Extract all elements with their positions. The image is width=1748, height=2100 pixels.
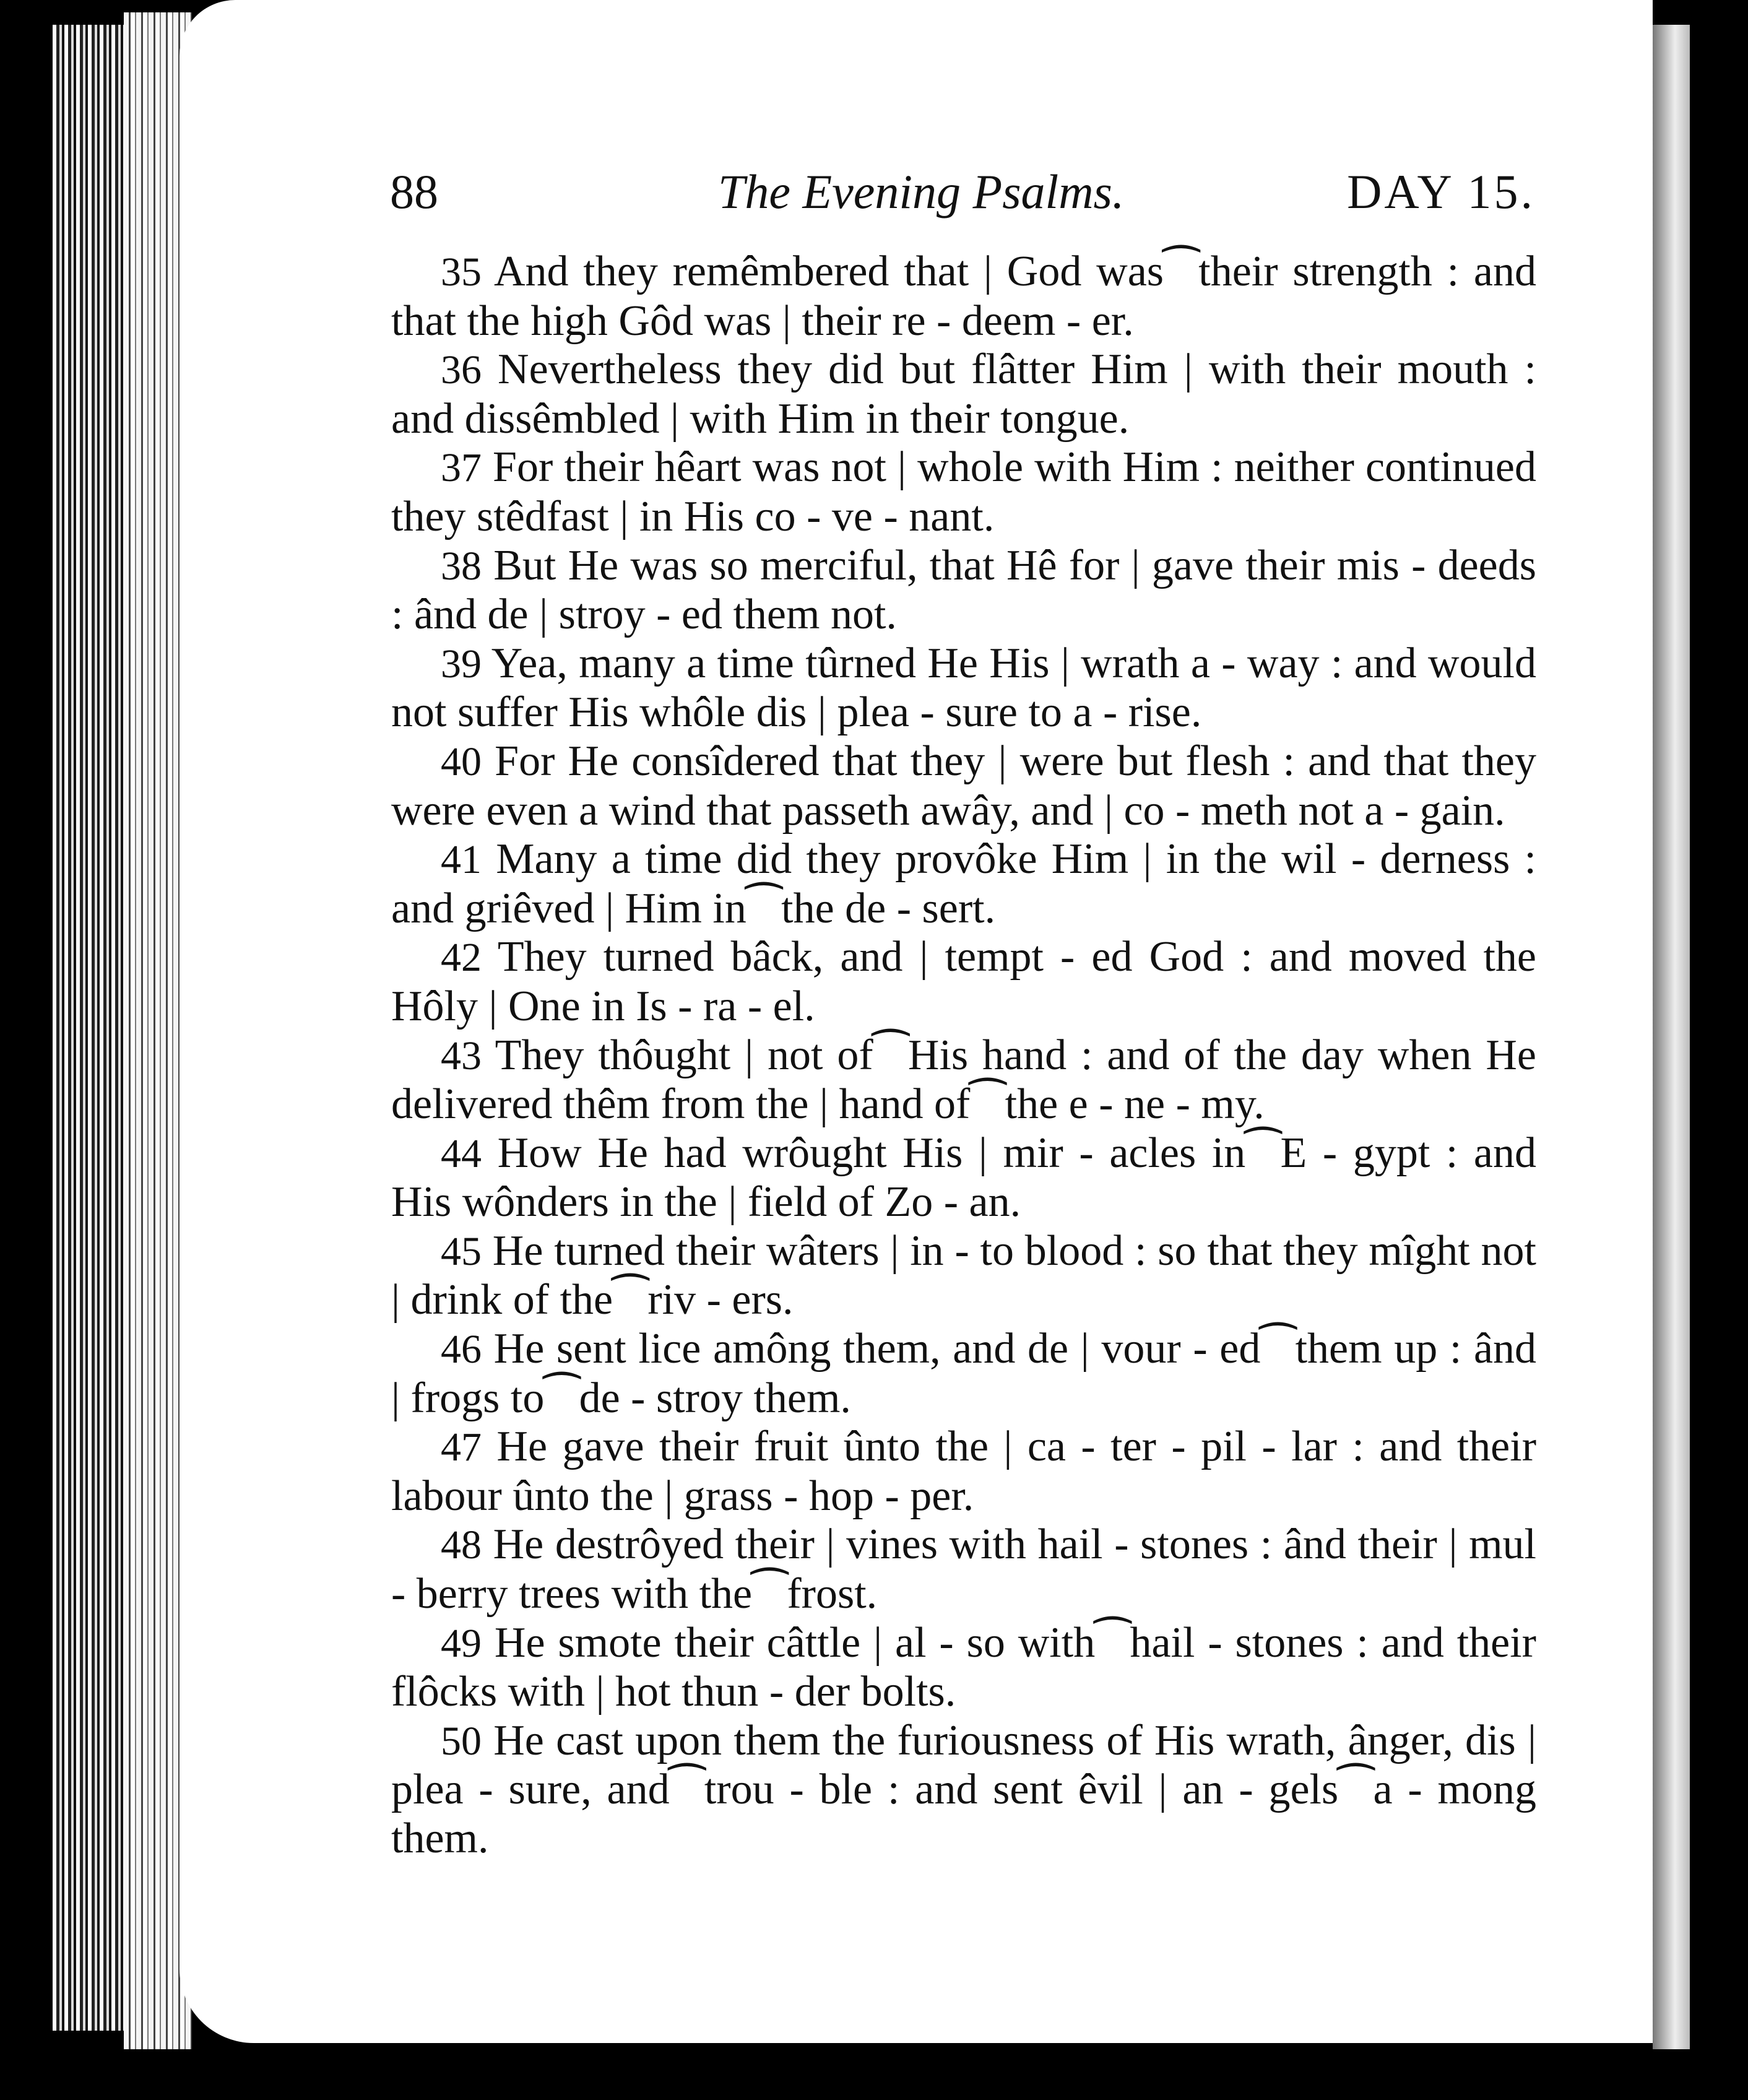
verse — [391, 1619, 1536, 1717]
verse-number: 50 — [441, 1718, 482, 1764]
verse-text: But He was so merciful, that Hê for | gave their mis - deeds : ând de | stroy - ed them not. — [391, 541, 1536, 639]
page-gutter-shadow — [1653, 25, 1690, 2049]
verse-text: They turned bâck, and | tempt - ed God : and moved the Hôly | One in Is - ra - el. — [391, 933, 1536, 1030]
verse — [391, 1129, 1536, 1227]
verse-number: 44 — [441, 1130, 482, 1176]
verse-text: He turned their wâters | in - to blood : so that they mîght not | drink of the⁀riv - ers. — [391, 1226, 1536, 1324]
verse-text: Yea, many a time tûrned He His | wrath a - way : and would not suffer His whôle dis | plea - sure to a - rise. — [391, 639, 1536, 737]
verse-text: Nevertheless they did but flâtter Him | with their mouth : and dissêmbled | with Him in their tongue. — [391, 345, 1536, 443]
verse-number: 47 — [441, 1425, 482, 1470]
page-number: 88 — [390, 165, 438, 219]
verse-text: He sent lice amông them, and de | vour - ed⁀them up : ând | frogs to⁀de - stroy them. — [391, 1325, 1537, 1422]
verse — [391, 835, 1536, 933]
verse-text: He cast upon them the furiousness of His wrath, ânger, dis | plea - sure, and⁀trou - ble : and sent êvil | an - gels⁀a - mong them. — [391, 1716, 1537, 1862]
verse — [391, 640, 1536, 737]
verse-text: Many a time did they provôke Him | in the wil - derness : and griêved | Him in⁀the de - sert. — [391, 835, 1536, 932]
verse-text: He gave their fruit ûnto the | ca - ter - pil - lar : and their labour ûnto the | grass - hop - per. — [391, 1423, 1537, 1520]
verse-number: 43 — [441, 1033, 482, 1078]
verse — [391, 1227, 1536, 1325]
verse — [391, 737, 1536, 835]
verse-number: 46 — [441, 1327, 482, 1373]
verse — [391, 248, 1536, 345]
verse — [391, 443, 1536, 541]
verse — [391, 345, 1536, 443]
verse — [391, 933, 1536, 1031]
verse — [391, 1325, 1536, 1423]
day-label: DAY 15. — [1347, 165, 1535, 219]
verse-text: He destrôyed their | vines with hail - stones : ând their | mul - berry trees with the⁀frost. — [391, 1521, 1536, 1618]
verse-number: 41 — [441, 837, 482, 883]
verse-text: How He had wrôught His | mir - acles in⁀E - gypt : and His wônders in the | field of Zo - an. — [391, 1129, 1536, 1226]
verse — [391, 1423, 1536, 1521]
verse-text: He smote their câttle | al - so with⁀hail - stones : and their flôcks with | hot thun - der bolts. — [391, 1618, 1536, 1716]
verse-text: And they remêmbered that | God was⁀their strength : and that the high Gôd was | their re - deem - er. — [391, 248, 1536, 345]
verse-number: 42 — [441, 935, 482, 981]
verse-number: 45 — [441, 1228, 482, 1274]
verse — [391, 542, 1536, 640]
verse-text: For He consîdered that they | were but flesh : and that they were even a wind that passeth awây, and | co - meth not a - gain. — [391, 737, 1537, 835]
page-title: The Evening Psalms. — [718, 165, 1125, 219]
verse-text: For their hêart was not | whole with Him : neither continued they stêdfast | in His co - ve - nant. — [391, 443, 1536, 540]
verse-number: 48 — [441, 1522, 482, 1568]
book-edge-outer — [53, 25, 124, 2031]
verse-number: 49 — [441, 1620, 482, 1666]
verse — [391, 1031, 1536, 1129]
verse-number: 39 — [441, 641, 482, 687]
verse-number: 40 — [441, 739, 482, 784]
verse — [391, 1521, 1536, 1618]
verse — [391, 1717, 1536, 1864]
verse-list — [391, 248, 1536, 1864]
running-header — [390, 164, 1535, 226]
verse-number: 37 — [441, 445, 482, 491]
verse-number: 36 — [441, 347, 482, 393]
verse-text: They thôught | not of⁀His hand : and of the day when He delivered thêm from the | hand of⁀the e - ne - my. — [391, 1031, 1536, 1129]
verse-number: 38 — [441, 543, 482, 589]
verse-number: 35 — [441, 249, 482, 295]
